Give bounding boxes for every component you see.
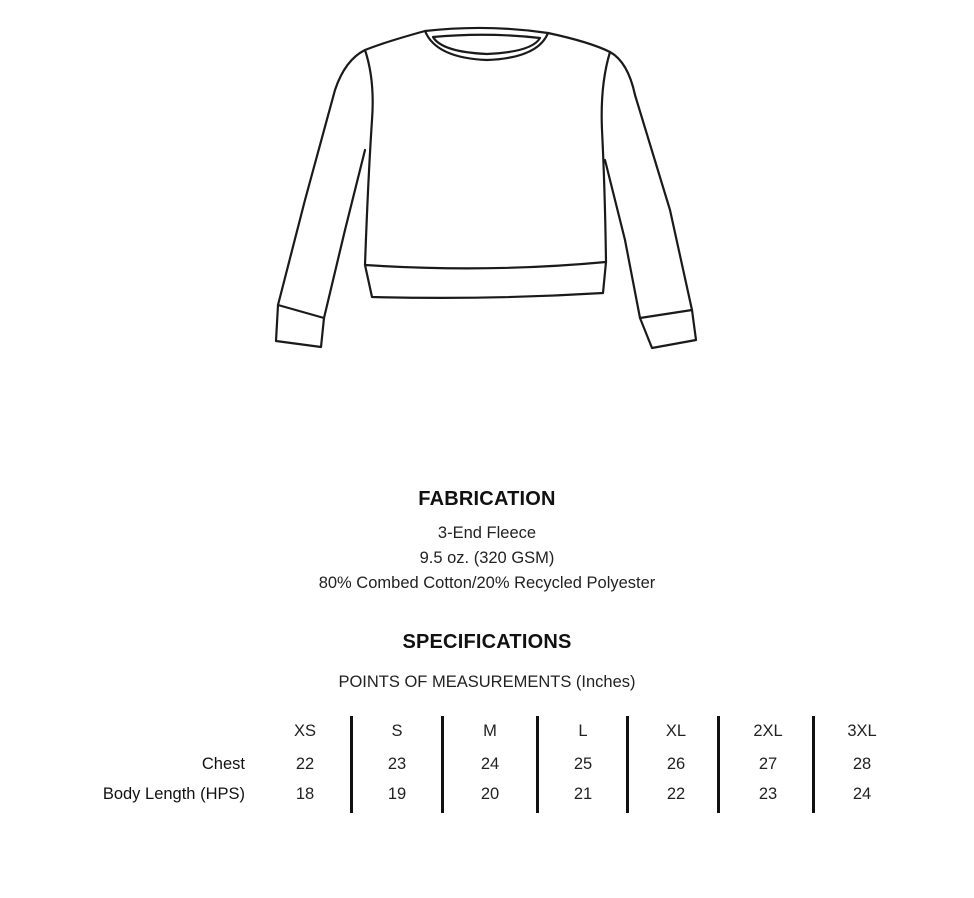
chest-value-m: 24 bbox=[480, 755, 500, 773]
size-header-2xl: 2XL bbox=[753, 722, 783, 740]
body-length-value-m: 20 bbox=[480, 785, 500, 803]
body-length-value-xs: 18 bbox=[295, 785, 315, 803]
size-header-xs: XS bbox=[293, 722, 316, 740]
left-sleeve-inner bbox=[324, 150, 365, 318]
column-divider bbox=[441, 716, 444, 813]
size-header-m: M bbox=[483, 722, 497, 740]
chest-value-xs: 22 bbox=[295, 755, 315, 773]
hem-band bbox=[365, 262, 606, 298]
sweatshirt-illustration bbox=[260, 20, 710, 360]
row-label-chest: Chest bbox=[201, 755, 245, 773]
left-armhole bbox=[365, 50, 373, 265]
right-cuff bbox=[640, 310, 696, 348]
body-length-value-2xl: 23 bbox=[758, 785, 778, 803]
fabrication-line-weight: 9.5 oz. (320 GSM) bbox=[419, 549, 555, 567]
chest-value-3xl: 28 bbox=[852, 755, 872, 773]
body-length-value-s: 19 bbox=[387, 785, 407, 803]
fabrication-line-fleece: 3-End Fleece bbox=[437, 524, 537, 542]
size-header-l: L bbox=[578, 722, 588, 740]
body-length-value-xl: 22 bbox=[666, 785, 686, 803]
points-of-measurement-subtitle: POINTS OF MEASUREMENTS (Inches) bbox=[338, 673, 636, 691]
size-header-3xl: 3XL bbox=[847, 722, 877, 740]
size-header-s: S bbox=[391, 722, 403, 740]
chest-value-l: 25 bbox=[573, 755, 593, 773]
right-sleeve-inner bbox=[605, 160, 640, 318]
body-length-value-3xl: 24 bbox=[852, 785, 872, 803]
size-header-xl: XL bbox=[665, 722, 687, 740]
column-divider bbox=[536, 716, 539, 813]
specifications-heading: SPECIFICATIONS bbox=[402, 631, 572, 653]
fabrication-heading: FABRICATION bbox=[418, 488, 556, 510]
chest-value-2xl: 27 bbox=[758, 755, 778, 773]
column-divider bbox=[626, 716, 629, 813]
collar-inner bbox=[433, 35, 540, 54]
column-divider bbox=[717, 716, 720, 813]
left-cuff bbox=[276, 305, 324, 347]
row-label-body-length: Body Length (HPS) bbox=[102, 785, 245, 803]
column-divider bbox=[812, 716, 815, 813]
collar-outer bbox=[425, 28, 548, 60]
chest-value-s: 23 bbox=[387, 755, 407, 773]
body-length-value-l: 21 bbox=[573, 785, 593, 803]
fabrication-line-composition: 80% Combed Cotton/20% Recycled Polyester bbox=[318, 574, 656, 592]
column-divider bbox=[350, 716, 353, 813]
right-armhole bbox=[602, 52, 610, 262]
chest-value-xl: 26 bbox=[666, 755, 686, 773]
